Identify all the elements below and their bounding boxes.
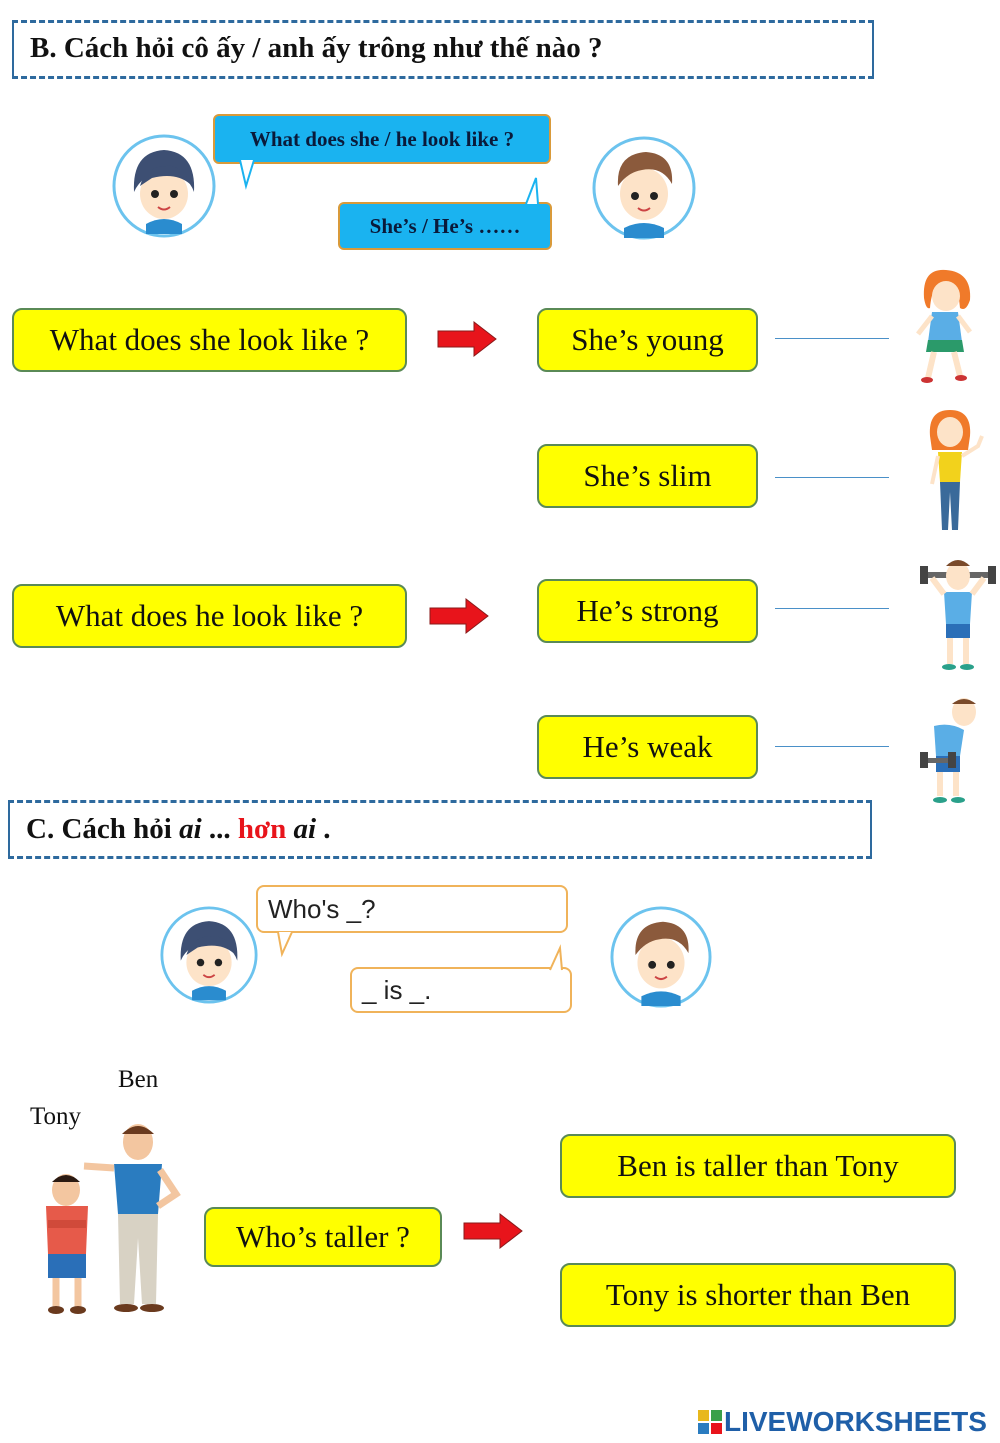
title-dots: ...: [201, 813, 238, 845]
question-taller-box: Who’s taller ?: [204, 1207, 442, 1267]
answer-box[interactable]: She’s young: [537, 308, 758, 372]
title-hon: hơn: [237, 813, 287, 845]
title-ai: ai: [179, 813, 202, 845]
title-end: .: [316, 813, 331, 845]
answer-box[interactable]: Ben is taller than Tony: [560, 1134, 956, 1198]
bubble-tail-icon: [276, 932, 296, 956]
liveworksheets-brand: LIVEWORKSHEETS: [724, 1406, 987, 1437]
answer-box[interactable]: He’s weak: [537, 715, 758, 779]
name-ben-label: Ben: [118, 1066, 159, 1093]
ben-and-tony-icon: [36, 1118, 196, 1318]
match-line: [775, 338, 889, 339]
answer-box[interactable]: He’s strong: [537, 579, 758, 643]
answer-box[interactable]: She’s slim: [537, 444, 758, 508]
match-line: [775, 608, 889, 609]
title-ai: ai: [293, 813, 317, 845]
arrow-right-icon: [464, 1214, 522, 1248]
girl-avatar-icon: [160, 906, 258, 1004]
liveworksheets-logo-icon: [698, 1410, 722, 1434]
question-she-box: What does she look like ?: [12, 308, 407, 372]
match-line: [775, 746, 889, 747]
boy-avatar-icon: [610, 906, 712, 1008]
title-prefix: C. Cách hỏi: [26, 813, 180, 845]
young-girl-icon: [912, 268, 976, 386]
speech-bubble-answer: She’s / He’s ……: [338, 202, 552, 250]
bubble-tail-icon: [238, 160, 258, 188]
girl-avatar-icon: [112, 134, 216, 238]
arrow-right-icon: [438, 322, 496, 356]
speech-bubble-question: Who's _?: [256, 885, 568, 933]
section-c-title: [26, 813, 331, 846]
slim-woman-icon: [920, 406, 986, 536]
section-b-title: B. Cách hỏi cô ấy / anh ấy trông như thế nào ?: [30, 32, 603, 64]
arrow-right-icon: [430, 599, 488, 633]
weak-man-icon: [920, 692, 986, 808]
name-tony-label: Tony: [30, 1103, 82, 1130]
bubble-tail-icon: [548, 948, 564, 970]
speech-bubble-answer: _ is _.: [350, 967, 572, 1013]
answer-box[interactable]: Tony is shorter than Ben: [560, 1263, 956, 1327]
match-line: [775, 477, 889, 478]
bubble-tail-icon: [524, 178, 542, 204]
boy-avatar-icon: [592, 136, 696, 240]
question-he-box: What does he look like ?: [12, 584, 407, 648]
speech-bubble-question: What does she / he look like ?: [213, 114, 551, 164]
strong-man-icon: [920, 554, 996, 674]
